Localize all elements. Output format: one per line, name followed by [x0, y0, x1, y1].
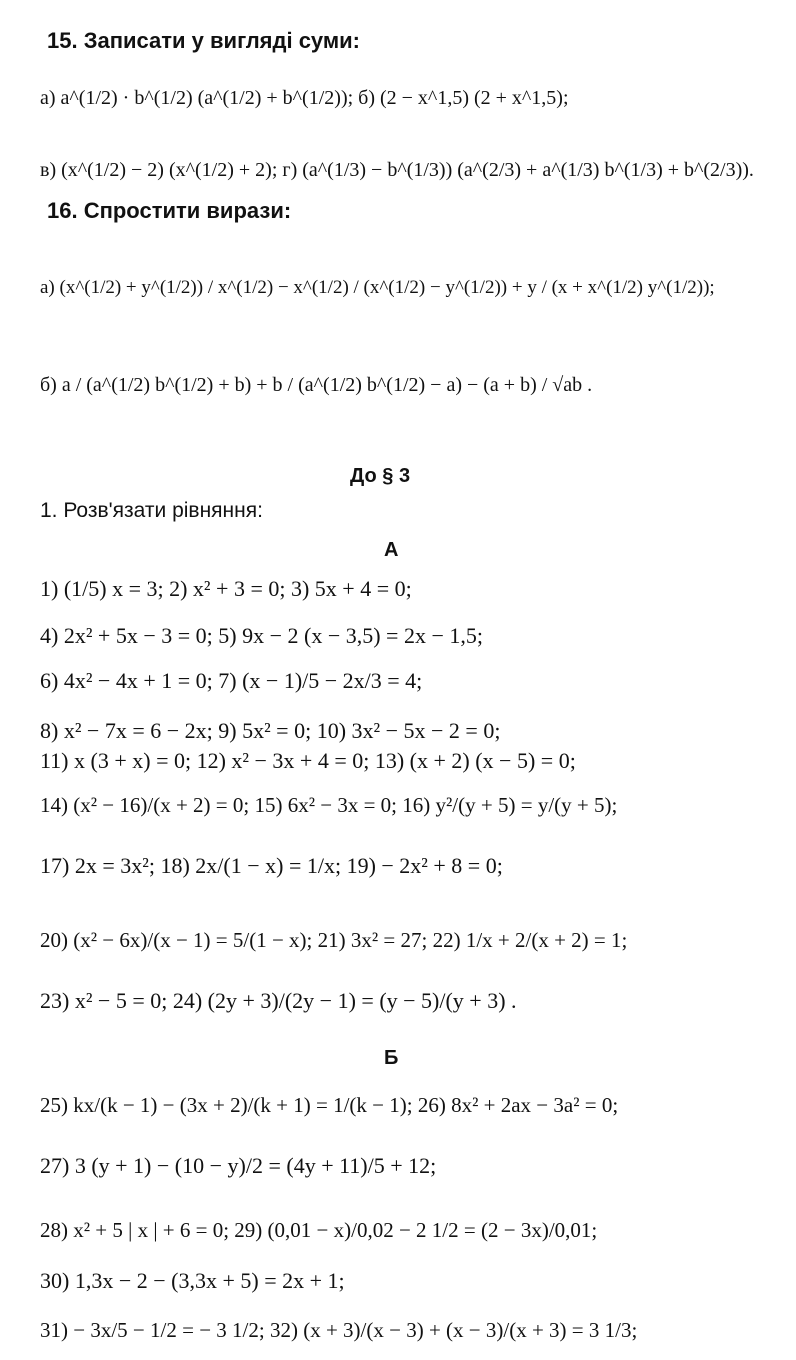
equations-line-1: 1) (1/5) x = 3; 2) x² + 3 = 0; 3) 5x + 4 = 0;	[40, 576, 412, 601]
equations-line-6: 14) (x² − 16)/(x + 2) = 0; 15) 6x² − 3x = 0; 16) y²/(y + 5) = y/(y + 5);	[40, 793, 618, 817]
exercise-15-title: 15. Записати у вигляді суми:	[47, 28, 360, 53]
equations-line-2: 4) 2x² + 5x − 3 = 0; 5) 9x − 2 (x − 3,5) = 2x − 1,5;	[40, 623, 483, 648]
equations-line-11: 27) 3 (y + 1) − (10 − y)/2 = (4y + 11)/5 + 12;	[40, 1153, 437, 1178]
equations-line-9: 23) x² − 5 = 0; 24) (2y + 3)/(2y − 1) = (y − 5)/(y + 3) .	[40, 988, 517, 1013]
section-title: До § 3	[350, 465, 411, 487]
exercise-16-line-b: б) a / (a^(1/2) b^(1/2) + b) + b / (a^(1/2) b^(1/2) − a) − (a + b) / √ab .	[40, 374, 593, 396]
exercise-16-title: 16. Спростити вирази:	[47, 198, 292, 223]
equations-line-10: 25) kx/(k − 1) − (3x + 2)/(k + 1) = 1/(k − 1); 26) 8x² + 2ax − 3a² = 0;	[40, 1093, 619, 1117]
exercise-16-line-a: а) (x^(1/2) + y^(1/2)) / x^(1/2) − x^(1/2) / (x^(1/2) − y^(1/2)) + y / (x + x^(1/2) y^(1/2));	[40, 277, 715, 298]
equations-line-12: 28) x² + 5 | x | + 6 = 0; 29) (0,01 − x)/0,02 − 2 1/2 = (2 − 3x)/0,01;	[40, 1218, 598, 1242]
equations-line-5: 11) x (3 + x) = 0; 12) x² − 3x + 4 = 0; 13) (x + 2) (x − 5) = 0;	[40, 748, 576, 773]
group-a-label: А	[384, 539, 399, 561]
equations-line-7: 17) 2x = 3x²; 18) 2x/(1 − x) = 1/x; 19) − 2x² + 8 = 0;	[40, 853, 503, 878]
equations-line-4: 8) x² − 7x = 6 − 2x; 9) 5x² = 0; 10) 3x² − 5x − 2 = 0;	[40, 718, 501, 743]
exercise-15-line-2: в) (x^(1/2) − 2) (x^(1/2) + 2); г) (a^(1/3) − b^(1/3)) (a^(2/3) + a^(1/3) b^(1/3) + b^(2/3)).	[40, 159, 754, 181]
equations-line-13: 30) 1,3x − 2 − (3,3x + 5) = 2x + 1;	[40, 1268, 345, 1293]
equations-line-3: 6) 4x² − 4x + 1 = 0; 7) (x − 1)/5 − 2x/3 = 4;	[40, 668, 423, 693]
group-b-label: Б	[384, 1047, 399, 1069]
exercise-15-line-1: а) a^(1/2) · b^(1/2) (a^(1/2) + b^(1/2)); б) (2 − x^1,5) (2 + x^1,5);	[40, 87, 569, 109]
task-title: 1. Розв'язати рівняння:	[40, 499, 263, 522]
equations-line-8: 20) (x² − 6x)/(x − 1) = 5/(1 − x); 21) 3x² = 27; 22) 1/x + 2/(x + 2) = 1;	[40, 928, 628, 952]
equations-line-14: 31) − 3x/5 − 1/2 = − 3 1/2; 32) (x + 3)/(x − 3) + (x − 3)/(x + 3) = 3 1/3;	[40, 1318, 638, 1342]
